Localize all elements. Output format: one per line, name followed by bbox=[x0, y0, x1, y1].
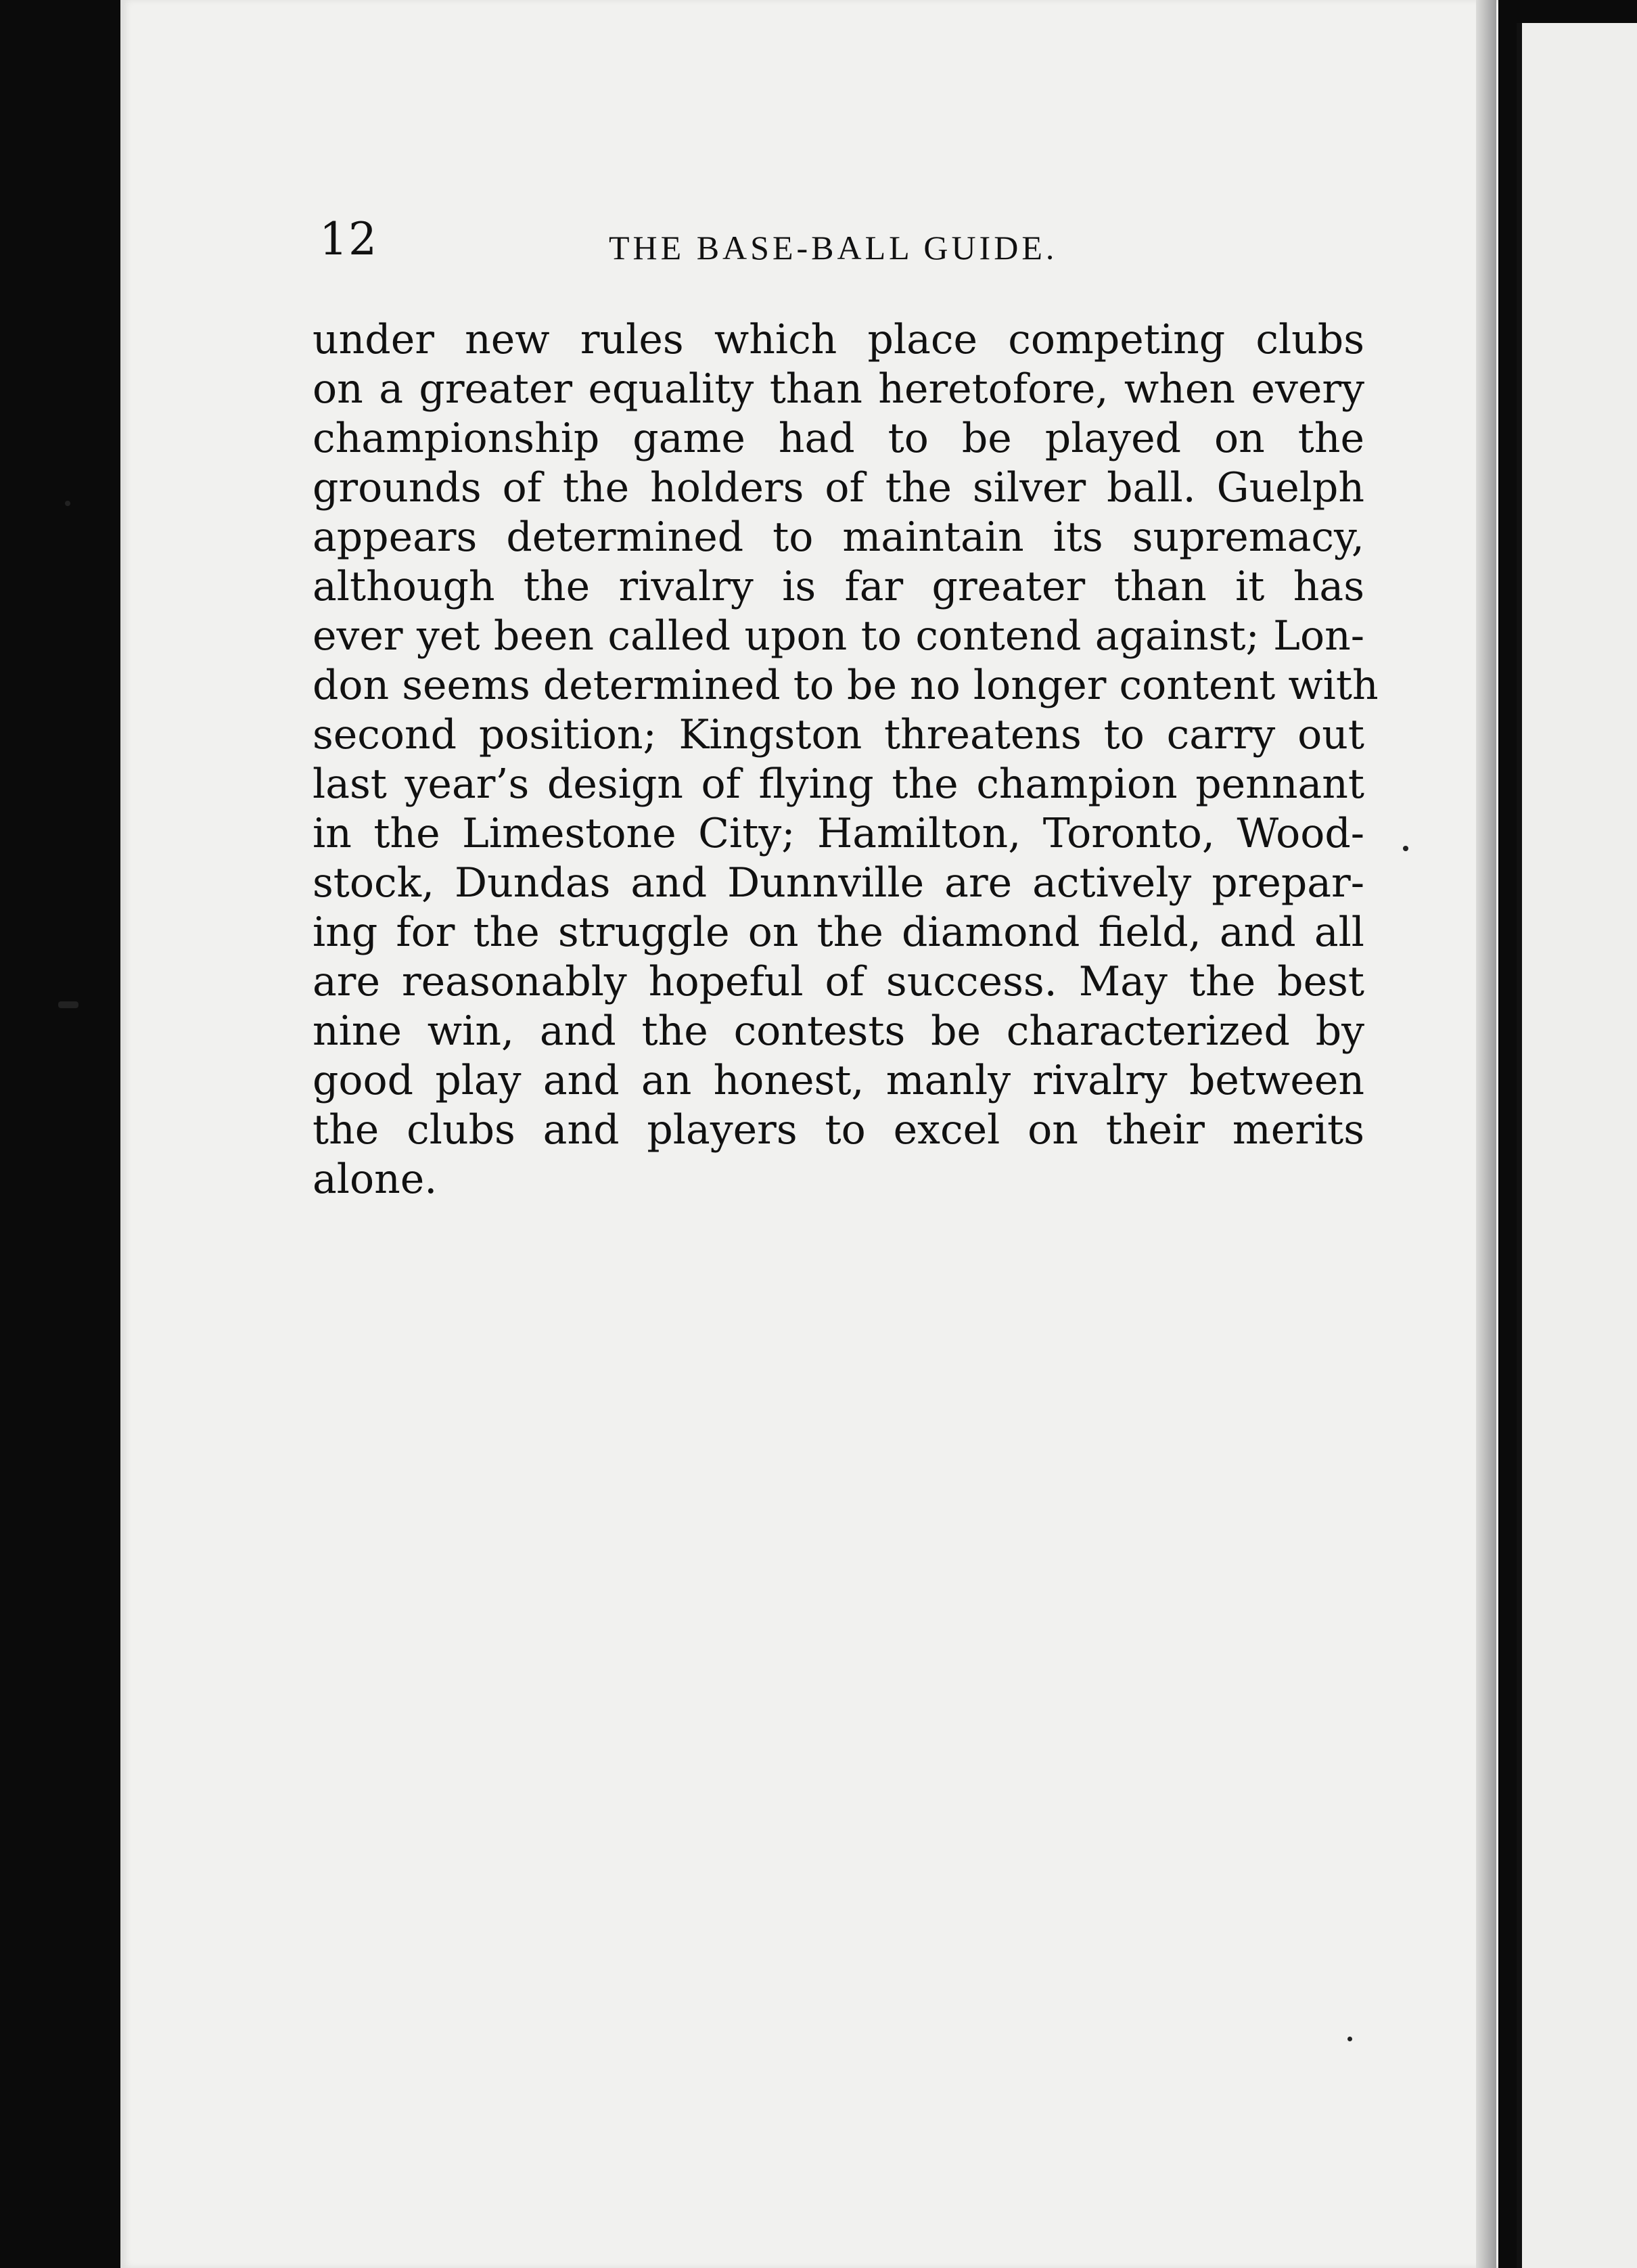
ink-speck bbox=[1403, 846, 1408, 851]
text-line: under new rules which place competing clubs bbox=[313, 316, 1364, 363]
text-line: nine win, and the contests be characterized by bbox=[313, 1007, 1364, 1055]
book-page bbox=[120, 0, 1498, 2268]
text-line: although the rivalry is far greater than it has bbox=[313, 563, 1364, 610]
text-line: don seems determined to be no longer content with bbox=[313, 662, 1379, 709]
text-line: ing for the struggle on the diamond field, and all bbox=[313, 909, 1364, 956]
text-line: are reasonably hopeful of success. May the best bbox=[313, 958, 1364, 1005]
body-paragraph bbox=[313, 315, 1379, 1204]
text-line: grounds of the holders of the silver ball. Guelph bbox=[313, 464, 1364, 512]
adjacent-page bbox=[1517, 23, 1637, 2268]
text-line: ever yet been called upon to contend against; Lon- bbox=[313, 612, 1364, 660]
text-line: the clubs and players to excel on their merits bbox=[313, 1106, 1364, 1154]
text-line: last year’s design of flying the champion pennant bbox=[313, 761, 1364, 808]
ink-speck bbox=[58, 1001, 78, 1008]
text-line: on a greater equality than heretofore, when every bbox=[313, 365, 1364, 413]
page-number: 12 bbox=[319, 213, 377, 265]
text-line: alone. bbox=[313, 1156, 438, 1203]
page-fore-edge bbox=[1476, 0, 1496, 2268]
text-line: appears determined to maintain its supremacy, bbox=[313, 514, 1364, 561]
text-line: stock, Dundas and Dunnville are actively prepar- bbox=[313, 859, 1364, 907]
text-line: championship game had to be played on the bbox=[313, 415, 1364, 462]
text-line: in the Limestone City; Hamilton, Toronto, Wood- bbox=[313, 810, 1364, 857]
ink-speck bbox=[65, 501, 70, 506]
text-line: second position; Kingston threatens to carry out bbox=[313, 711, 1364, 758]
ink-speck bbox=[1347, 2037, 1352, 2041]
text-line: good play and an honest, manly rivalry between bbox=[313, 1057, 1364, 1104]
running-head: THE BASE-BALL GUIDE. bbox=[609, 229, 1058, 267]
